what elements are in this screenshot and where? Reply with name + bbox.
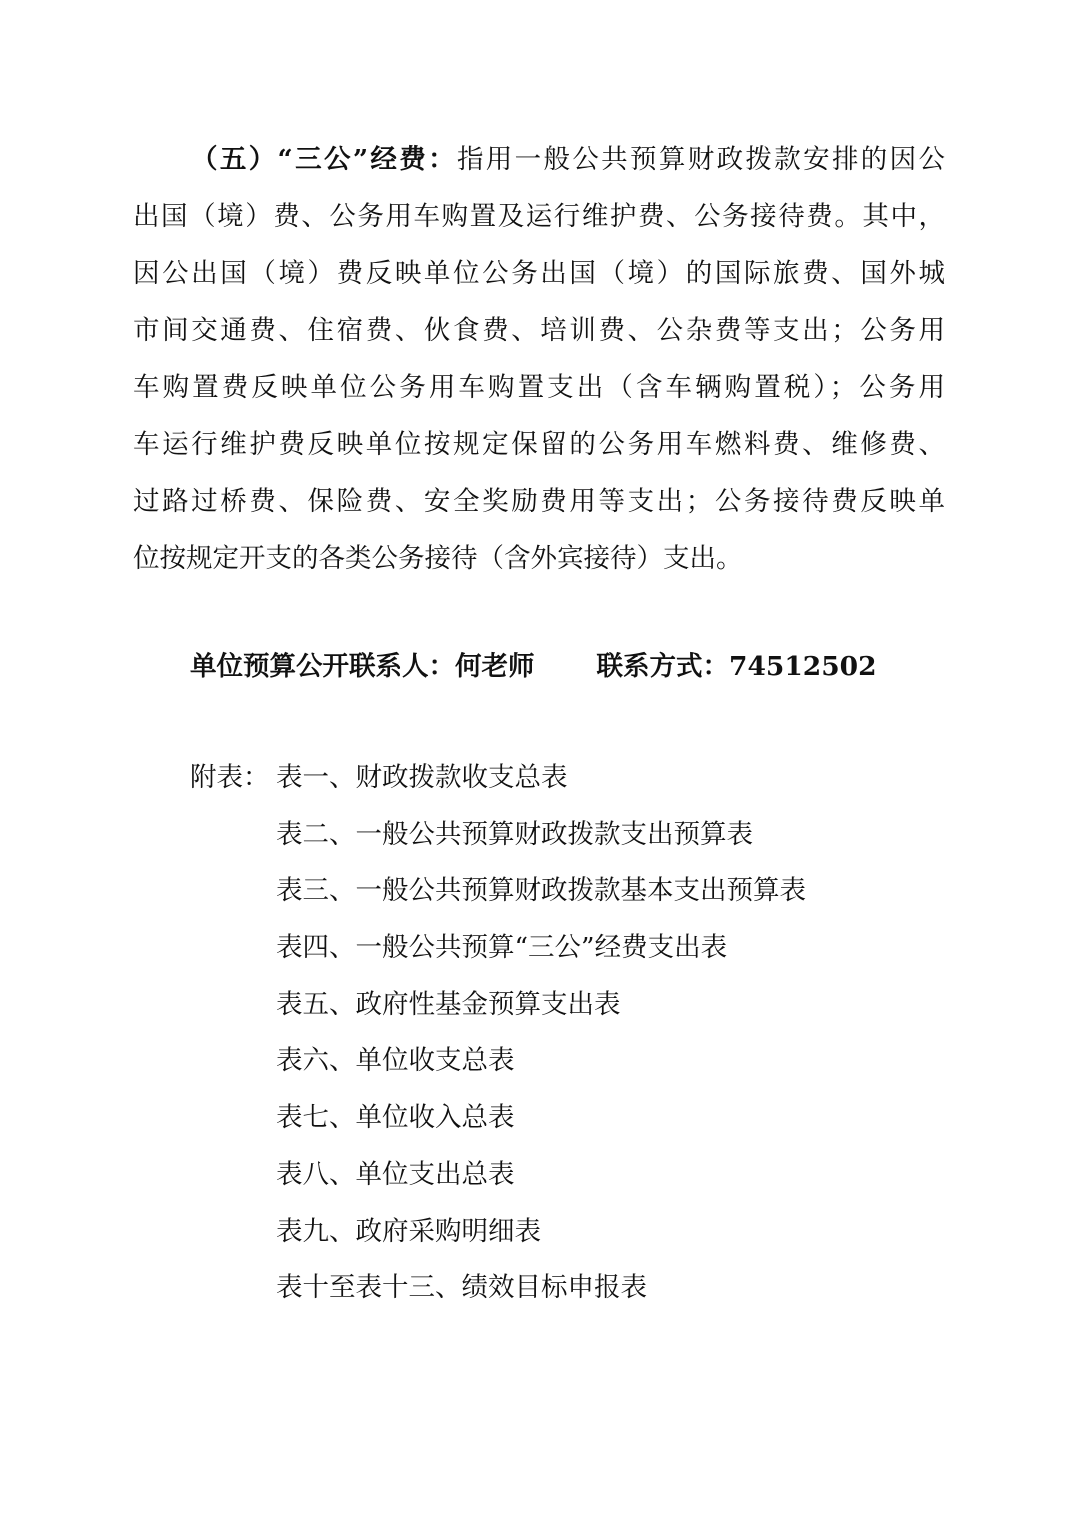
appendix-row — [190, 1260, 950, 1317]
appendix-item: 表十至表十三、绩效目标申报表 — [276, 1272, 647, 1304]
appendix-item: 表七、单位收入总表 — [276, 1102, 515, 1134]
paragraph-line: 位按规定开支的各类公务接待（含外宾接待）支出。 — [133, 543, 743, 574]
appendix-row — [190, 1033, 950, 1090]
appendix-item: 表二、一般公共预算财政拨款支出预算表 — [276, 818, 753, 850]
appendix-item: 表六、单位收支总表 — [276, 1045, 515, 1077]
appendix-item: 表八、单位支出总表 — [276, 1158, 515, 1190]
paragraph-lead: （五）“三公”经费： — [191, 144, 457, 175]
appendix-label: 附表： — [190, 762, 270, 793]
contact-phone: 74512502 — [729, 651, 877, 682]
paragraph-line: 过路过桥费、保险费、安全奖励费用等支出；公务接待费反映单 — [133, 486, 945, 517]
paragraph-line: 因公出国（境）费反映单位公务出国（境）的国际旅费、国外城 — [133, 258, 945, 289]
appendix-row — [190, 1204, 950, 1261]
contact-person: 何老师 — [455, 651, 535, 682]
appendix-row — [190, 977, 950, 1034]
paragraph-line — [133, 131, 945, 188]
appendix-list — [190, 750, 950, 1317]
appendix-item: 表四、一般公共预算“三公”经费支出表 — [276, 932, 728, 964]
appendix-item: 表三、一般公共预算财政拨款基本支出预算表 — [276, 875, 806, 907]
appendix-row — [190, 863, 950, 920]
contact-method-label: 联系方式： — [596, 651, 729, 682]
appendix-row — [190, 750, 950, 807]
appendix-item: 表一、财政拨款收支总表 — [276, 762, 568, 793]
paragraph-line: 出国（境）费、公务用车购置及运行维护费、公务接待费。其中， — [133, 201, 945, 232]
paragraph-line-text: 指用一般公共预算财政拨款安排的因公 — [456, 144, 945, 175]
paragraph-line: 市间交通费、住宿费、伙食费、培训费、公杂费等支出；公务用 — [133, 315, 945, 346]
three-public-expenses-paragraph — [133, 131, 945, 587]
paragraph-line: 车运行维护费反映单位按规定保留的公务用车燃料费、维修费、 — [133, 429, 945, 460]
budget-contact-line — [190, 638, 877, 695]
appendix-row — [190, 807, 950, 864]
contact-person-label: 单位预算公开联系人： — [190, 651, 455, 682]
appendix-item: 表九、政府采购明细表 — [276, 1215, 541, 1247]
paragraph-line: 车购置费反映单位公务用车购置支出（含车辆购置税）；公务用 — [133, 372, 945, 403]
appendix-row — [190, 920, 950, 977]
appendix-item: 表五、政府性基金预算支出表 — [276, 988, 621, 1020]
appendix-row — [190, 1147, 950, 1204]
appendix-row — [190, 1090, 950, 1147]
